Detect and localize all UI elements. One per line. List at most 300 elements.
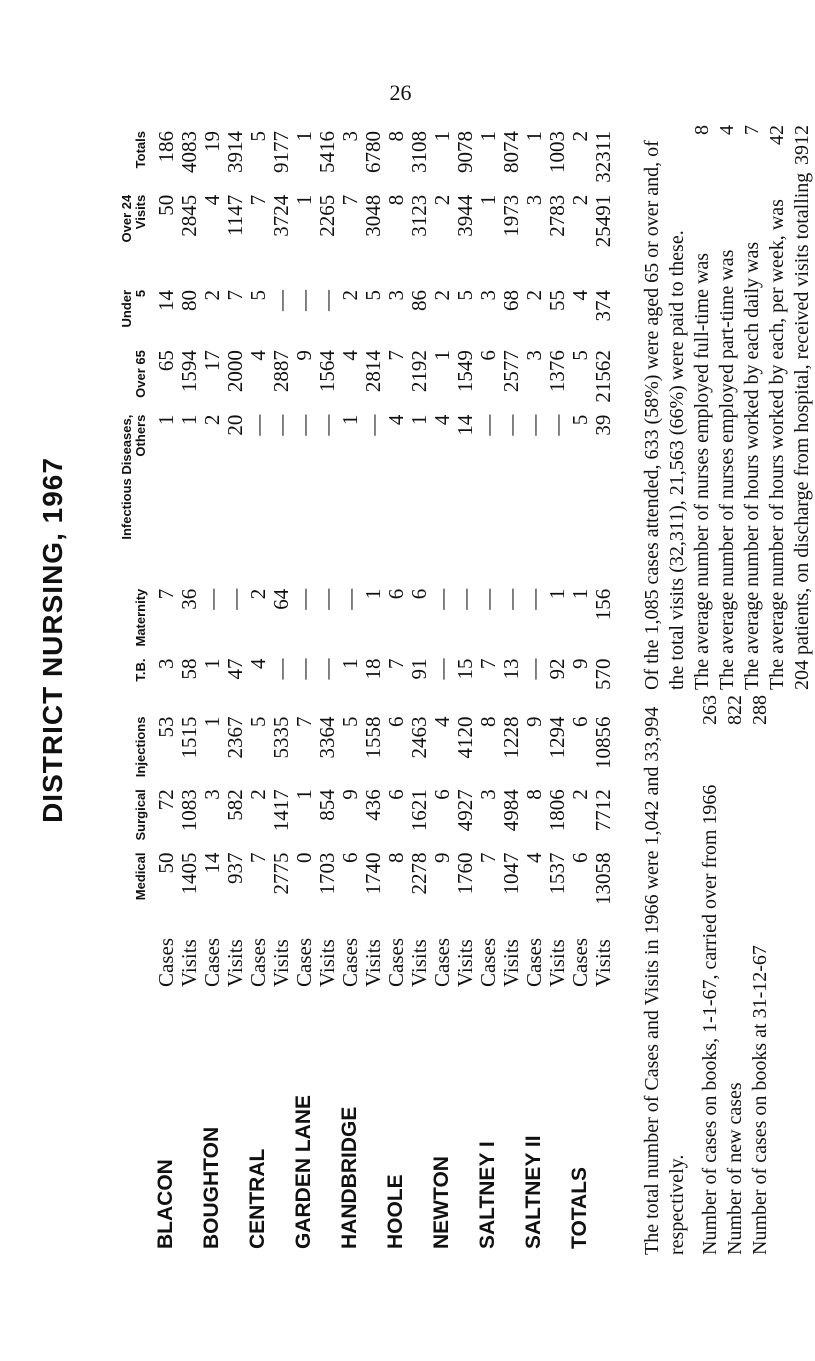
table-cell: 1 xyxy=(176,414,201,426)
district-name xyxy=(545,993,568,1255)
table-row xyxy=(223,125,246,1255)
table-cell: 2 xyxy=(245,588,270,600)
column-header: Over 24 Visits xyxy=(119,194,148,243)
table-cell: 4083 xyxy=(176,131,201,173)
row-kind: Visits xyxy=(314,939,339,987)
table-cell: 3 xyxy=(521,350,546,361)
table-cell: 1 xyxy=(429,350,454,361)
note-item xyxy=(765,125,790,690)
table-cell: 1 xyxy=(475,131,500,142)
table-cell: 3724 xyxy=(268,194,293,237)
table-cell: 2814 xyxy=(360,350,385,393)
table-cell: — xyxy=(521,588,546,610)
table-cell: 36 xyxy=(176,588,201,610)
district-name: BOUGHTON xyxy=(199,1126,223,1249)
table-cell: 9 xyxy=(337,789,362,800)
table-cell: 1 xyxy=(291,131,316,142)
district-name: NEWTON xyxy=(429,1156,453,1249)
table-cell: 5 xyxy=(452,289,477,301)
table-cell: — xyxy=(544,414,569,436)
district-name xyxy=(269,993,292,1255)
table-cell: 8 xyxy=(521,789,546,800)
district-name xyxy=(223,993,246,1255)
table-row xyxy=(269,125,292,1255)
table-cell: — xyxy=(360,414,385,436)
table-cell: 4 xyxy=(567,289,592,301)
column-header: Under 5 xyxy=(119,289,148,328)
table-row xyxy=(430,125,453,1255)
table-cell: 6 xyxy=(406,588,431,600)
table-cell: — xyxy=(452,588,477,610)
table-row xyxy=(292,125,315,1255)
table-cell: 6 xyxy=(337,852,362,863)
table-row xyxy=(499,125,522,1255)
row-kind: Cases xyxy=(475,938,500,987)
note-item-value: 3912 xyxy=(791,125,813,165)
table-cell: — xyxy=(291,414,316,436)
table-cell: 9078 xyxy=(452,131,477,173)
page-number: 26 xyxy=(389,80,412,105)
table-cell: 4 xyxy=(245,350,270,361)
table-cell: 4120 xyxy=(452,716,477,759)
table-cell: 7 xyxy=(383,350,408,361)
table-cell: — xyxy=(222,588,247,610)
note-item-value: 8 xyxy=(691,125,713,135)
table-cell: 5 xyxy=(245,289,270,301)
table-cell: 4 xyxy=(521,852,546,863)
table-row xyxy=(453,125,476,1255)
note-item-label: The average number of nurses employed part-time was xyxy=(716,249,738,690)
page-title-text: DISTRICT NURSING, 1967 xyxy=(37,457,68,823)
table-cell: 2265 xyxy=(314,194,339,237)
table-cell: 4 xyxy=(429,716,454,728)
district-name xyxy=(453,993,476,1255)
header-district xyxy=(120,993,154,1255)
table-cell: 4 xyxy=(337,350,362,361)
table-cell: 8 xyxy=(475,716,500,728)
table-cell: 1 xyxy=(429,131,454,142)
table-cell: 8 xyxy=(383,131,408,142)
notes-right xyxy=(640,125,815,690)
column-header: Over 65 xyxy=(133,350,148,398)
row-kind: Cases xyxy=(245,938,270,987)
row-kind: Visits xyxy=(498,939,523,987)
table-cell: 7 xyxy=(291,716,316,728)
table-cell: 2845 xyxy=(176,194,201,237)
table-row xyxy=(177,125,200,1255)
column-header: Injections xyxy=(133,716,148,778)
district-name xyxy=(499,993,522,1255)
table-cell: 6 xyxy=(475,350,500,361)
note-item-value: 7 xyxy=(741,125,763,135)
table-row xyxy=(246,125,269,1255)
table-cell: 7 xyxy=(245,852,270,863)
table-cell: 47 xyxy=(222,658,247,680)
note-item xyxy=(740,125,765,690)
notes-left-intro: The total number of Cases and Visits in 1966 were 1,042 and 33,994 respectively. xyxy=(641,706,688,1255)
table-cell: — xyxy=(245,414,270,436)
row-kind: Visits xyxy=(590,939,615,987)
table-cell: 1083 xyxy=(176,789,201,832)
district-name: TOTALS xyxy=(567,1166,591,1249)
table-cell: 2 xyxy=(429,289,454,301)
table-cell: 1 xyxy=(544,588,569,600)
table-cell: 91 xyxy=(406,658,431,680)
table-cell: 1760 xyxy=(452,852,477,895)
table-cell: 39 xyxy=(590,414,615,436)
note-item-value: 288 xyxy=(749,695,771,725)
table-cell: 25491 xyxy=(590,194,615,248)
table-cell: 1417 xyxy=(268,789,293,832)
table-cell: 1973 xyxy=(498,194,523,237)
table-cell: 2577 xyxy=(498,350,523,393)
table-cell: 1 xyxy=(337,658,362,670)
table-cell: 1047 xyxy=(498,852,523,895)
table-cell: — xyxy=(291,289,316,311)
table-cell: 2783 xyxy=(544,194,569,237)
table-cell: 3364 xyxy=(314,716,339,759)
table-cell: 7 xyxy=(153,588,178,600)
column-header: Surgical xyxy=(133,789,148,841)
note-item-label: The average number of nurses employed full-time was xyxy=(691,252,713,690)
table-cell: 4 xyxy=(429,414,454,426)
table-row xyxy=(315,125,338,1255)
table-cell: 937 xyxy=(222,852,247,884)
row-kind: Visits xyxy=(268,939,293,987)
column-header: Totals xyxy=(133,131,148,169)
table-cell: 3 xyxy=(521,194,546,206)
table-cell: — xyxy=(521,658,546,680)
row-kind: Cases xyxy=(199,938,224,987)
note-item xyxy=(748,695,773,1255)
district-name: SALTNEY I xyxy=(475,1141,499,1249)
table-cell: 20 xyxy=(222,414,247,436)
table-cell: 1376 xyxy=(544,350,569,393)
table-row xyxy=(407,125,430,1255)
table-cell: — xyxy=(475,588,500,610)
table-row xyxy=(545,125,568,1255)
table-cell: 3123 xyxy=(406,194,431,237)
row-kind: Cases xyxy=(429,938,454,987)
table-cell: 9177 xyxy=(268,131,293,173)
table-cell: — xyxy=(268,658,293,680)
table-cell: 53 xyxy=(153,716,178,738)
table-cell: 5 xyxy=(360,289,385,301)
table-cell: 2 xyxy=(429,194,454,206)
table-cell: 9 xyxy=(429,852,454,863)
table-cell: 14 xyxy=(153,289,178,311)
table-cell: 1003 xyxy=(544,131,569,173)
table-cell: 3 xyxy=(337,131,362,142)
table-cell: 18 xyxy=(360,658,385,680)
note-item xyxy=(698,695,723,1255)
table-cell: 1 xyxy=(199,716,224,728)
table-cell: 5 xyxy=(567,414,592,426)
table-cell: 1621 xyxy=(406,789,431,832)
table-cell: 3944 xyxy=(452,194,477,237)
table-cell: 86 xyxy=(406,289,431,311)
notes-left xyxy=(640,695,773,1255)
table-cell: 1294 xyxy=(544,716,569,759)
table-cell: 2463 xyxy=(406,716,431,759)
table-cell: 7 xyxy=(337,194,362,206)
table-cell: 80 xyxy=(176,289,201,311)
table-cell: 1147 xyxy=(222,194,247,236)
note-item-label: Number of new cases xyxy=(724,1082,746,1255)
table-cell: 1 xyxy=(291,789,316,800)
table-cell: 1515 xyxy=(176,716,201,759)
table-cell: 0 xyxy=(291,852,316,863)
table-cell: 2 xyxy=(567,194,592,206)
table-cell: 5 xyxy=(245,716,270,728)
district-name: CENTRAL xyxy=(245,1148,269,1249)
table-cell: 19 xyxy=(199,131,224,152)
table-cell: 3 xyxy=(199,789,224,800)
notes-left-items xyxy=(698,695,773,1255)
table-cell: 58 xyxy=(176,658,201,680)
table-row xyxy=(361,125,384,1255)
table-cell: 7 xyxy=(245,194,270,206)
table-cell: 68 xyxy=(498,289,523,311)
row-kind: Cases xyxy=(153,938,178,987)
table-row xyxy=(154,125,177,1255)
table-cell: — xyxy=(521,414,546,436)
table-cell: 5416 xyxy=(314,131,339,173)
note-item xyxy=(723,695,748,1255)
row-kind: Cases xyxy=(291,938,316,987)
table-cell: 17 xyxy=(199,350,224,372)
notes-right-items xyxy=(690,125,815,690)
table-cell: 3108 xyxy=(406,131,431,173)
row-kind: Visits xyxy=(406,939,431,987)
table-cell: 436 xyxy=(360,789,385,821)
table-cell: — xyxy=(291,658,316,680)
table-cell: 2367 xyxy=(222,716,247,759)
table-cell: 72 xyxy=(153,789,178,811)
district-name: HOOLE xyxy=(383,1174,407,1249)
table-cell: 8 xyxy=(383,194,408,206)
table-cell: 2 xyxy=(567,789,592,800)
table-cell: 64 xyxy=(268,588,293,610)
table-cell: 374 xyxy=(590,289,615,322)
table-cell: — xyxy=(498,588,523,610)
table-cell: 1740 xyxy=(360,852,385,895)
table-cell: 1558 xyxy=(360,716,385,759)
district-name xyxy=(591,993,614,1255)
table-cell: 7 xyxy=(222,289,247,301)
table-cell: 6780 xyxy=(360,131,385,173)
table-cell: 9 xyxy=(521,716,546,728)
table-cell: — xyxy=(268,289,293,311)
table-cell: 3 xyxy=(383,289,408,301)
table-row xyxy=(476,125,499,1255)
table-cell: 6 xyxy=(383,716,408,728)
table-cell: 2887 xyxy=(268,350,293,393)
table-cell: 6 xyxy=(383,588,408,600)
column-header: T.B. xyxy=(133,658,148,682)
table-cell: 5 xyxy=(567,350,592,361)
table-cell: 2192 xyxy=(406,350,431,393)
table-cell: — xyxy=(291,588,316,610)
table-row xyxy=(568,125,591,1255)
note-item-value: 263 xyxy=(699,695,721,725)
table-cell: 50 xyxy=(153,852,178,874)
table-cell: 6 xyxy=(567,716,592,728)
table-cell: 9 xyxy=(567,658,592,670)
table-cell: 8 xyxy=(383,852,408,863)
table-cell: 4 xyxy=(199,194,224,206)
table-cell: 186 xyxy=(153,131,178,163)
note-item-value: 42 xyxy=(766,125,788,145)
row-kind: Cases xyxy=(383,938,408,987)
district-name xyxy=(361,993,384,1255)
table-cell: 65 xyxy=(153,350,178,372)
table-cell: — xyxy=(314,588,339,610)
table-cell: 4927 xyxy=(452,789,477,832)
table-cell: 1806 xyxy=(544,789,569,832)
table-cell: — xyxy=(314,658,339,680)
table-cell: 8074 xyxy=(498,131,523,173)
table-row xyxy=(200,125,223,1255)
table-cell: 6 xyxy=(567,852,592,863)
table-cell: 6 xyxy=(429,789,454,800)
table-cell: — xyxy=(429,658,454,680)
table-cell: — xyxy=(314,414,339,436)
table-cell: 1 xyxy=(406,414,431,426)
table-cell: 5 xyxy=(337,716,362,728)
table-cell: 15 xyxy=(452,658,477,680)
table-cell: 5 xyxy=(245,131,270,142)
table-cell: 1 xyxy=(337,414,362,426)
note-item-label: 204 patients, on discharge from hospital, received visits totalling xyxy=(791,172,813,690)
table-cell: 92 xyxy=(544,658,569,680)
district-name: BLACON xyxy=(153,1159,177,1249)
rotated-content xyxy=(119,125,813,1255)
table-cell: — xyxy=(199,588,224,610)
column-header: Maternity xyxy=(133,588,148,647)
table-cell: 1 xyxy=(199,658,224,670)
table-cell: 1405 xyxy=(176,852,201,895)
table-cell: 1537 xyxy=(544,852,569,895)
table-cell: 14 xyxy=(199,852,224,874)
table-cell: 2 xyxy=(521,289,546,301)
table-cell: 1549 xyxy=(452,350,477,393)
table-cell: 1 xyxy=(567,588,592,600)
table-cell: 1564 xyxy=(314,350,339,393)
table-cell: — xyxy=(429,588,454,610)
row-kind: Visits xyxy=(360,939,385,987)
table-cell: 156 xyxy=(590,588,615,621)
table-cell: — xyxy=(475,414,500,436)
note-item-label: The average number of hours worked by each, per week, was xyxy=(766,199,788,690)
district-name xyxy=(315,993,338,1255)
row-kind: Cases xyxy=(337,938,362,987)
table-cell: 2775 xyxy=(268,852,293,895)
table-cell: 4984 xyxy=(498,789,523,832)
table-cell: 2 xyxy=(245,789,270,800)
table-cell: 14 xyxy=(452,414,477,436)
table-cell: 2000 xyxy=(222,350,247,393)
district-name: GARDEN LANE xyxy=(291,1094,315,1249)
table-cell: 2 xyxy=(567,131,592,142)
table-cell: 13 xyxy=(498,658,523,680)
row-kind: Visits xyxy=(452,939,477,987)
row-kind: Visits xyxy=(222,939,247,987)
table-cell: 3914 xyxy=(222,131,247,173)
table-cell: 55 xyxy=(544,289,569,311)
table-cell: 3 xyxy=(475,289,500,301)
row-kind: Visits xyxy=(544,939,569,987)
table-cell: 2 xyxy=(337,289,362,301)
table-cell: 2278 xyxy=(406,852,431,895)
table-cell: — xyxy=(337,588,362,610)
table-cell: 50 xyxy=(153,194,178,216)
table-cell: 1 xyxy=(475,194,500,206)
table-body xyxy=(154,125,614,1255)
district-name xyxy=(177,993,200,1255)
table-cell: 7 xyxy=(475,852,500,863)
table-cell: 13058 xyxy=(590,852,615,905)
header-kind xyxy=(120,911,154,993)
table-cell: 32311 xyxy=(590,131,615,183)
table-cell: 2 xyxy=(199,289,224,301)
note-item xyxy=(690,125,715,690)
table-cell: 2 xyxy=(199,414,224,426)
table-cell: 4 xyxy=(245,658,270,670)
note-item xyxy=(790,125,815,690)
table-cell: 1 xyxy=(291,194,316,206)
table-cell: 3048 xyxy=(360,194,385,237)
table-cell: 4 xyxy=(383,414,408,426)
table-cell: — xyxy=(314,289,339,311)
table-cell: 7 xyxy=(475,658,500,670)
table-cell: — xyxy=(498,414,523,436)
table-cell: 570 xyxy=(590,658,615,691)
table-cell: 1228 xyxy=(498,716,523,759)
note-item xyxy=(715,125,740,690)
notes-right-intro: Of the 1,085 cases attended, 633 (58%) were aged 65 or over and, of the total visits (32,311), 21,563 (66%) were paid to these. xyxy=(641,140,688,690)
district-name xyxy=(407,993,430,1255)
table-cell: 582 xyxy=(222,789,247,821)
table-cell: 854 xyxy=(314,789,339,821)
table-cell: 1703 xyxy=(314,852,339,895)
table-cell: 5335 xyxy=(268,716,293,759)
note-item-label: Number of cases on books, 1-1-67, carried over from 1966 xyxy=(699,784,721,1255)
table-cell: 1 xyxy=(360,588,385,600)
district-name: HANDBRIDGE xyxy=(337,1106,361,1249)
note-item-value: 4 xyxy=(716,125,738,135)
district-nursing-table xyxy=(120,125,614,1255)
table-cell: 21562 xyxy=(590,350,615,403)
table-header-row xyxy=(120,125,154,1255)
table-cell: 1594 xyxy=(176,350,201,393)
row-kind: Visits xyxy=(176,939,201,987)
table-cell: 10856 xyxy=(590,716,615,770)
table-row xyxy=(522,125,545,1255)
table-cell: 3 xyxy=(475,789,500,800)
table-cell: 1 xyxy=(153,414,178,426)
row-kind: Cases xyxy=(567,938,592,987)
note-item-label: Number of cases on books at 31-12-67 xyxy=(749,945,771,1255)
table-cell: — xyxy=(268,414,293,436)
table-row xyxy=(338,125,361,1255)
table-cell: 1 xyxy=(521,131,546,142)
column-header: Medical xyxy=(133,852,148,901)
page-title xyxy=(37,457,68,823)
table-cell: 6 xyxy=(383,789,408,800)
table-cell: 3 xyxy=(153,658,178,670)
row-kind: Cases xyxy=(521,938,546,987)
